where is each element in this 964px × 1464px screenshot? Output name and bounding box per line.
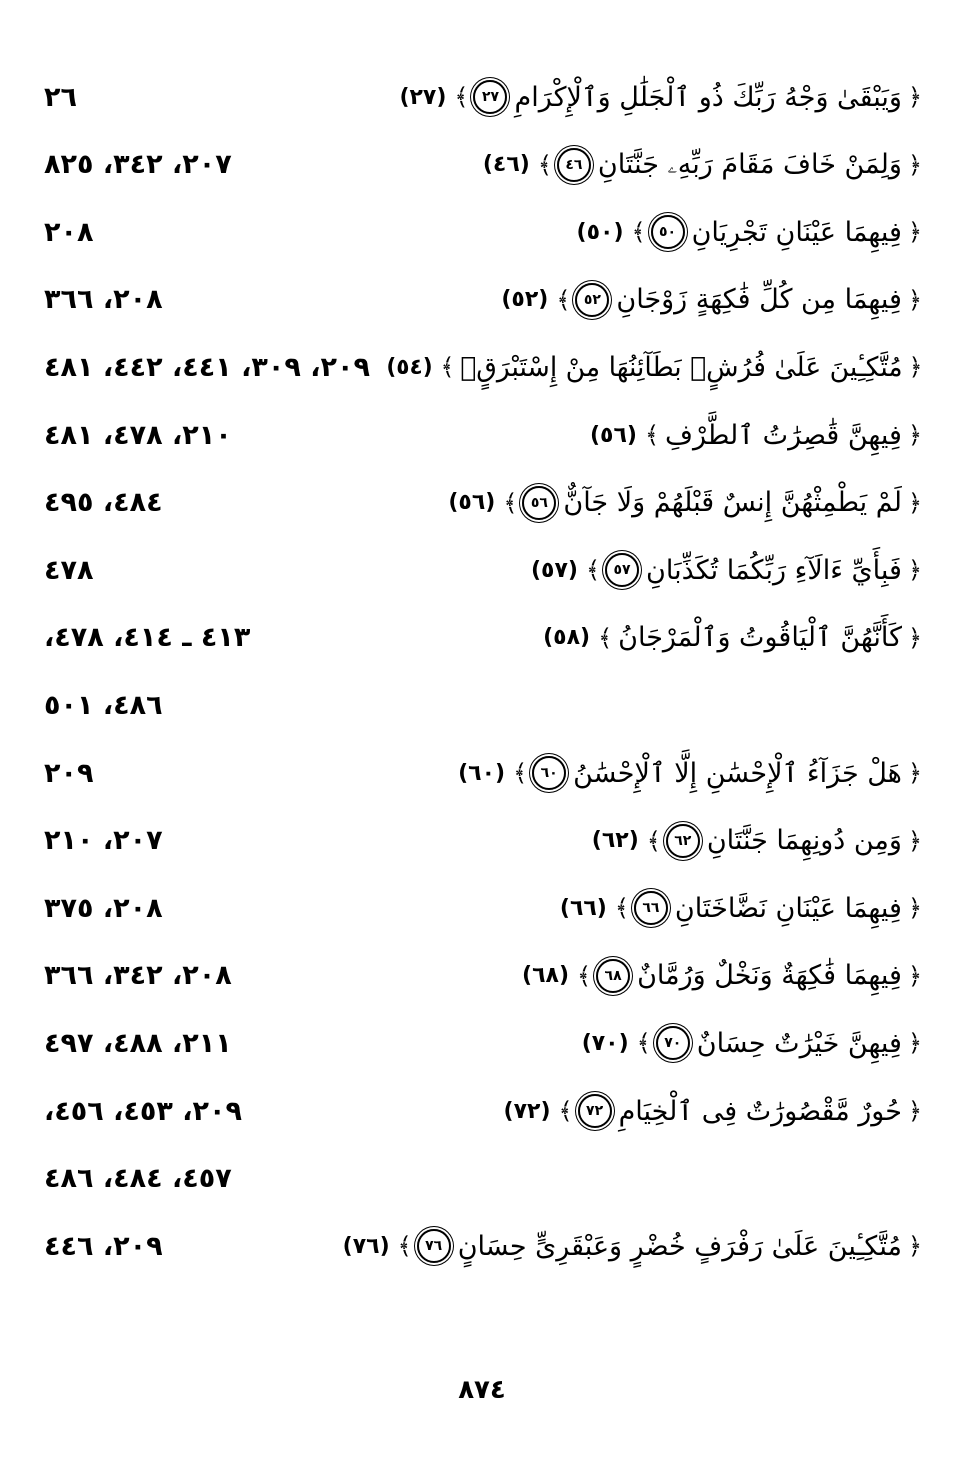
verse-text: فَبِأَيِّ ءَالَآءِ رَبِّكُمَا تُكَذِّبَانِ (646, 554, 902, 586)
verse-line (592, 808, 924, 874)
verse-text: هَلْ جَزَآءُ ٱلْإِحْسَٰنِ إِلَّا ٱلْإِحْسَٰنُ (573, 757, 902, 789)
open-bracket-ornament-icon: ﴿ (907, 961, 922, 990)
page-references: ٢٠٧، ٢١٠ (44, 825, 163, 857)
page-references: ٢٠٩، ٤٤٦ (44, 1230, 163, 1262)
open-bracket-ornament-icon: ﴿ (907, 1029, 922, 1058)
page-references: ٢٠٩، ٣٠٩، ٤٤١، ٤٤٢، ٤٨١ (44, 351, 370, 383)
verse-number: (٧٦) (342, 1233, 390, 1259)
page-references: ٤٧٨ (44, 554, 94, 586)
page-references: ٢٠٩ (44, 757, 94, 789)
verse-line (531, 537, 924, 603)
index-row (0, 1146, 964, 1212)
verse-number: (٥٠) (576, 219, 624, 245)
verse-number: (٧٠) (581, 1030, 629, 1056)
open-bracket-ornament-icon: ﴿ (907, 826, 922, 855)
verse-number-badge: ٦٦ (634, 891, 668, 925)
close-bracket-ornament-icon: ﴾ (598, 623, 613, 652)
verse-number-badge: ٢٧ (473, 80, 507, 114)
close-bracket-ornament-icon: ﴾ (503, 488, 518, 517)
close-bracket-ornament-icon: ﴾ (636, 1029, 651, 1058)
open-bracket-ornament-icon: ﴿ (907, 285, 922, 314)
index-row (0, 199, 964, 265)
verse-text: فِيهِمَا عَيْنَانِ تَجْرِيَانِ (691, 216, 902, 248)
page-references: ٢١١، ٤٨٨، ٤٩٧ (44, 1027, 232, 1059)
index-row (0, 672, 964, 738)
close-bracket-ornament-icon: ﴾ (585, 556, 601, 585)
page-references: ٤٨٤، ٤٩٥ (44, 487, 163, 519)
verse-text: مُتَّكِـِٔينَ عَلَىٰ رَفْرَفٍ خُضْرٍ وَعَبْقَرِىٍّ حِسَانٍ (457, 1230, 902, 1262)
verse-number: (٧٢) (503, 1098, 551, 1124)
index-row (0, 64, 964, 130)
verse-line (343, 1213, 924, 1279)
verse-text: حُورٌ مَّقْصُورَٰتٌ فِى ٱلْخِيَامِ (618, 1095, 902, 1127)
open-bracket-ornament-icon: ﴿ (907, 759, 922, 787)
verse-line (399, 64, 924, 130)
verse-line (448, 470, 924, 536)
verse-text: لَمْ يَطْمِثْهُنَّ إِنسٌ قَبْلَهُمْ وَلَا جَآنٌّ (563, 487, 902, 519)
open-bracket-ornament-icon: ﴿ (907, 150, 922, 179)
verse-number-badge: ٥٦ (522, 486, 556, 520)
verse-line (504, 1078, 924, 1144)
index-row (0, 943, 964, 1009)
index-row (0, 1213, 964, 1279)
close-bracket-ornament-icon: ﴾ (440, 353, 454, 382)
close-bracket-ornament-icon: ﴾ (558, 1097, 573, 1125)
verse-line (458, 740, 924, 806)
open-bracket-ornament-icon: ﴿ (907, 83, 922, 111)
close-bracket-ornament-icon: ﴾ (631, 218, 646, 247)
verse-number: (٥٦) (448, 490, 496, 516)
page-references: ٢٠٧، ٣٤٢، ٨٢٥ (44, 149, 232, 181)
index-row (0, 808, 964, 874)
page-references: ٢١٠، ٤٧٨، ٤٨١ (44, 419, 232, 451)
index-row (0, 740, 964, 806)
close-bracket-ornament-icon: ﴾ (454, 83, 469, 111)
index-row (0, 334, 964, 400)
page-references: ٢٦ (44, 81, 77, 113)
verse-line (582, 1010, 924, 1076)
index-row (0, 402, 964, 468)
verse-text: فِيهِنَّ قَٰصِرَٰتُ ٱلطَّرْفِ (665, 419, 902, 451)
verse-number: (٥٦) (589, 422, 637, 448)
verse-text: فِيهِمَا مِن كُلِّ فَٰكِهَةٍ زَوْجَانِ (616, 284, 902, 316)
close-bracket-ornament-icon: ﴾ (537, 150, 552, 179)
open-bracket-ornament-icon: ﴿ (907, 556, 922, 585)
open-bracket-ornament-icon: ﴿ (907, 894, 922, 923)
verse-number: (٦٠) (458, 760, 506, 786)
open-bracket-ornament-icon: ﴿ (908, 353, 923, 382)
verse-number-badge: ٧٠ (656, 1026, 690, 1060)
index-row (0, 1078, 964, 1144)
verse-line (577, 199, 924, 265)
verse-number-badge: ٥٧ (605, 553, 639, 587)
index-row (0, 875, 964, 941)
verse-number-badge: ٦٢ (666, 824, 700, 858)
close-bracket-ornament-icon: ﴾ (614, 894, 629, 923)
close-bracket-ornament-icon: ﴾ (556, 285, 571, 314)
verse-line (590, 402, 924, 468)
close-bracket-ornament-icon: ﴾ (397, 1232, 412, 1261)
verse-number: (٥٨) (543, 625, 591, 651)
verse-number: (٤٦) (482, 152, 530, 178)
verse-number-badge: ٥٠ (651, 215, 685, 249)
verse-number: (٢٧) (399, 84, 447, 110)
verse-number: (٦٨) (522, 963, 570, 989)
verse-text: فِيهِمَا فَٰكِهَةٌ وَنَخْلٌ وَرُمَّانٌ (637, 960, 902, 992)
index-row (0, 132, 964, 198)
verse-number: (٥٤) (385, 354, 433, 380)
verse-number-badge: ٦٨ (596, 959, 630, 993)
verse-line (483, 132, 924, 198)
verse-number-badge: ٥٢ (575, 283, 609, 317)
page-references: ٤٥٧، ٤٨٤، ٤٨٦ (44, 1163, 232, 1195)
verse-line (522, 943, 924, 1009)
index-row (0, 267, 964, 333)
page-references: ٤١٣ ـ ٤١٤، ٤٧٨، (44, 622, 251, 654)
verse-number-badge: ٧٦ (417, 1229, 451, 1263)
close-bracket-ornament-icon: ﴾ (513, 759, 528, 787)
verse-line (560, 875, 924, 941)
verse-text: فِيهِمَا عَيْنَانِ نَضَّاخَتَانِ (674, 892, 902, 924)
verse-number: (٥٧) (530, 557, 578, 583)
verse-text: مُتَّكِـِٔينَ عَلَىٰ فُرُشٍۭ بَطَآئِنُهَا مِنْ إِسْتَبْرَقٍۚ (459, 351, 903, 383)
open-bracket-ornament-icon: ﴿ (907, 488, 922, 517)
open-bracket-ornament-icon: ﴿ (907, 218, 922, 247)
index-row (0, 537, 964, 603)
verse-number-badge: ٧٢ (578, 1094, 612, 1128)
page-references: ٢٠٨ (44, 216, 94, 248)
verse-line (543, 605, 924, 671)
verse-text: فِيهِنَّ خَيْرَٰتٌ حِسَانٌ (696, 1027, 902, 1059)
index-row (0, 605, 964, 671)
page-number: ٨٧٤ (458, 1375, 506, 1405)
verse-number: (٦٢) (591, 828, 639, 854)
close-bracket-ornament-icon: ﴾ (646, 826, 661, 855)
verse-number: (٥٢) (501, 287, 549, 313)
index-row (0, 1010, 964, 1076)
open-bracket-ornament-icon: ﴿ (907, 1097, 922, 1125)
verse-number: (٦٦) (559, 895, 607, 921)
verse-line (501, 267, 924, 333)
close-bracket-ornament-icon: ﴾ (577, 961, 592, 990)
index-row (0, 470, 964, 536)
verse-text: وَمِن دُونِهِمَا جَنَّتَانِ (706, 825, 902, 857)
verse-text: وَيَبْقَىٰ وَجْهُ رَبِّكَ ذُو ٱلْجَلَٰلِ وَٱلْإِكْرَامِ (514, 81, 902, 113)
page-references: ٤٨٦، ٥٠١ (44, 689, 163, 721)
close-bracket-ornament-icon: ﴾ (644, 421, 659, 449)
page-references: ٢٠٩، ٤٥٣، ٤٥٦، (44, 1095, 242, 1127)
open-bracket-ornament-icon: ﴿ (907, 623, 922, 652)
open-bracket-ornament-icon: ﴿ (907, 1232, 922, 1261)
page-references: ٢٠٨، ٣٤٢، ٣٦٦ (44, 960, 232, 992)
verse-line (386, 334, 924, 400)
verse-text: وَلِمَنْ خَافَ مَقَامَ رَبِّهِۦ جَنَّتَانِ (597, 148, 902, 180)
verse-text: كَأَنَّهُنَّ ٱلْيَاقُوتُ وَٱلْمَرْجَانُ (618, 622, 902, 654)
open-bracket-ornament-icon: ﴿ (907, 421, 922, 449)
page-references: ٢٠٨، ٣٧٥ (44, 892, 163, 924)
verse-number-badge: ٤٦ (557, 148, 591, 182)
verse-number-badge: ٦٠ (532, 756, 566, 790)
page-references: ٢٠٨، ٣٦٦ (44, 284, 163, 316)
